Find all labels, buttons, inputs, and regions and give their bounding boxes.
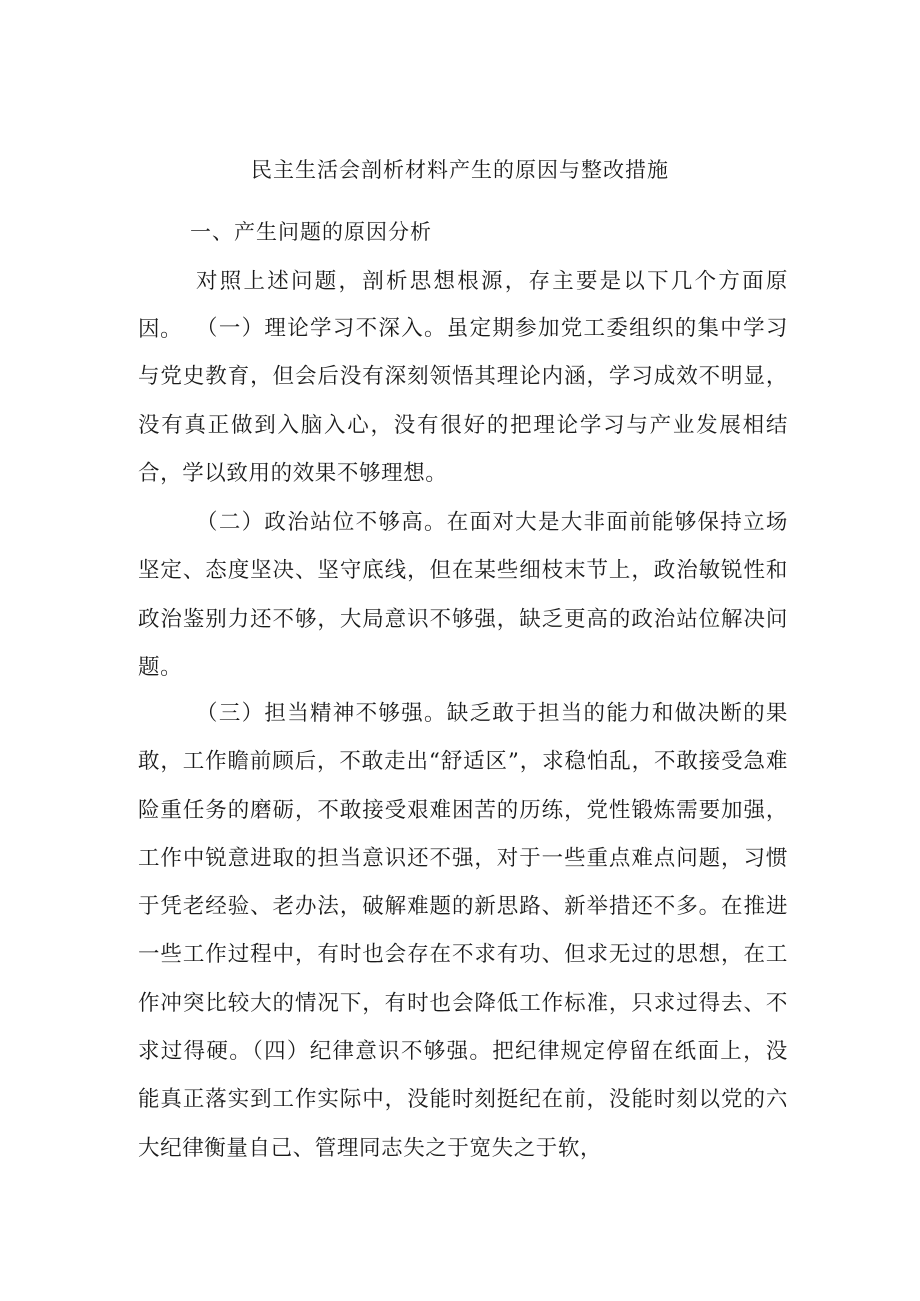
paragraph-political-stance: （二）政治站位不够高。在面对大是大非面前能够保持立场坚定、态度坚决、坚守底线，但在某些细枝末节上，政治敏锐性和政治鉴别力还不够，大局意识不够强，缺乏更高的政治站位解决问题。 [138,510,788,680]
paragraph-responsibility: （三）担当精神不够强。缺乏敢于担当的能力和做决断的果敢，工作瞻前顾后，不敢走出“舒适区”，求稳怕乱，不敢接受急难险重任务的磨砺，不敢接受艰难困苦的历练，党性锻炼需要加强，工作中锐意进取的担当意识还不强，对于一些重点难点问题，习惯于凭老经验、老办法，破解难题的新思路、新举措还不多。在推进一些工作过程中，有时也会存在不求有功、但求无过的思想，在工作冲突比较大的情况下，有时也会降低工作标准，只求过得去、不求过得硬。（四）纪律意识不够强。把纪律规定停留在纸面上，没能真正落实到工作实际中，没能时刻挺纪在前，没能时刻以党的六大纪律衡量自己、管理同志失之于宽失之于软， [138,701,788,1161]
document-title: 民主生活会剖析材料产生的原因与整改措施 [251,158,669,182]
paragraph-intro: 对照上述问题，剖析思想根源，存主要是以下几个方面原因。 [138,269,788,343]
section-heading: 一、产生问题的原因分析 [190,220,432,244]
paragraph-theory-study: （一）理论学习不深入。虽定期参加党工委组织的集中学习与党史教育，但会后没有深刻领悟其理论内涵，学习成效不明显，没有真正做到入脑入心，没有很好的把理论学习与产业发展相结合，学以致用的效果不够理想。 [138,316,788,486]
